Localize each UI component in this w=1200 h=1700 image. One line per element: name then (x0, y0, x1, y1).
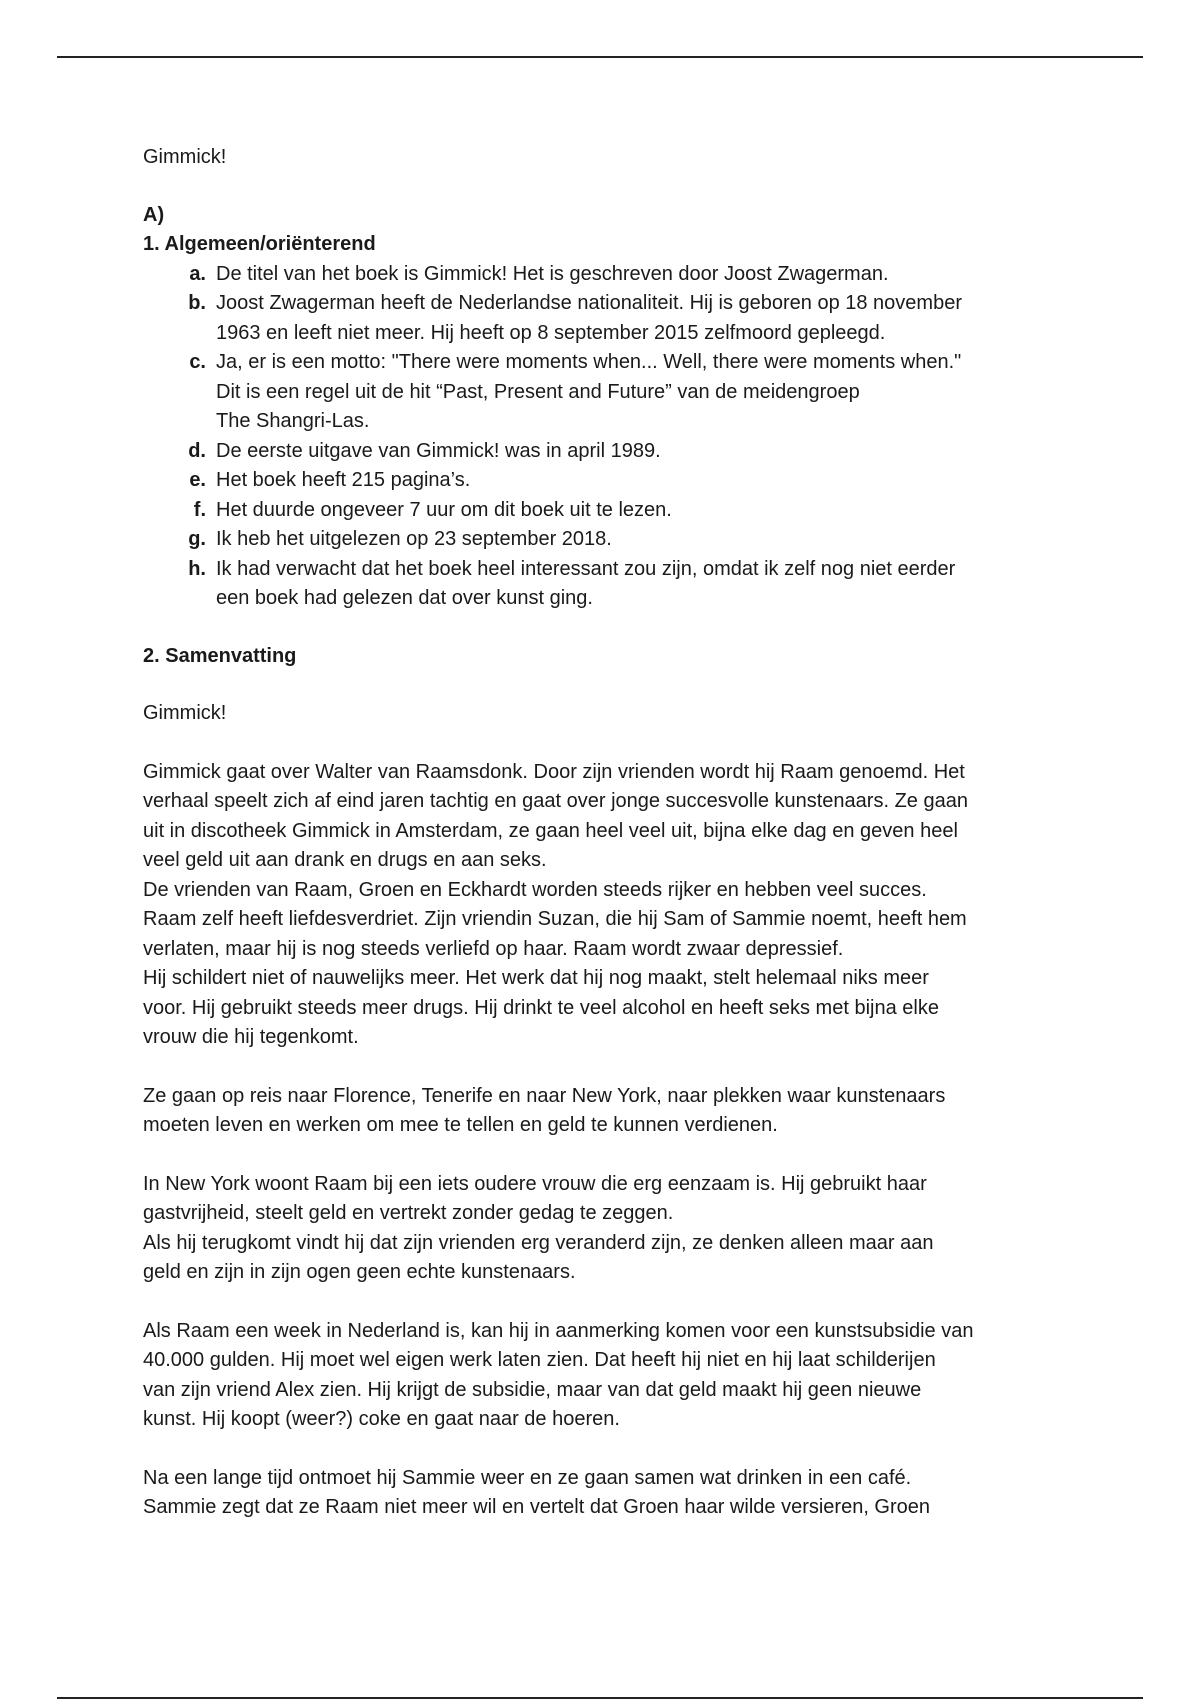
summary-paragraph: Na een lange tijd ontmoet hij Sammie weer en ze gaan samen wat drinken in een café. Sammie zegt dat ze Raam niet meer wil en vertelt dat Groen haar wilde versieren, Groen (143, 1466, 931, 1518)
list-item (143, 437, 1063, 467)
summary-title: Gimmick! (143, 702, 227, 724)
summary-paragraph: Als Raam een week in Nederland is, kan hij in aanmerking komen voor een kunstsubsidie van 40.000 gulden. Hij moet wel eigen werk laten zien. Dat heeft hij niet en hij laat schilderijen van zijn vriend Alex zien. Hij krijgt de subsidie, maar van dat geld maakt hij geen nieuwe kunst. Hij koopt (weer?) coke en gaat naar de hoeren. (143, 1319, 974, 1430)
list-letter: d. (188, 439, 206, 462)
heading-algemeen: 1. Algemeen/oriënterend (143, 233, 376, 255)
list-letter: a. (189, 262, 206, 285)
list-item (143, 525, 1063, 555)
section-a-label: A) (143, 203, 165, 226)
list-item (143, 348, 1063, 437)
summary-paragraph: Ze gaan op reis naar Florence, Tenerife en naar New York, naar plekken waar kunstenaars moeten leven en werken om mee te tellen en geld te kunnen verdienen. (143, 1084, 946, 1136)
list-item (143, 496, 1063, 526)
list-text: Het boek heeft 215 pagina’s. (216, 469, 471, 491)
list-text: Ik heb het uitgelezen op 23 september 2018. (216, 528, 612, 550)
list-item (143, 466, 1063, 496)
list-letter: b. (188, 292, 206, 314)
footer-rule (57, 1697, 1143, 1699)
list-text: Ja, er is een motto: "There were moments when... Well, there were moments when." Dit is een regel uit de hit “Past, Present and Future” van de meidengroep The Shangri-Las. (216, 351, 962, 432)
list-text: Joost Zwagerman heeft de Nederlandse nationaliteit. Hij is geboren op 18 november 1963 en leeft niet meer. Hij heeft op 8 september 2015 zelfmoord gepleegd. (216, 292, 962, 344)
document-body (143, 143, 1063, 1523)
title-line: Gimmick! (143, 146, 227, 168)
orientation-list (143, 260, 1063, 614)
summary-paragraph: In New York woont Raam bij een iets oudere vrouw die erg eenzaam is. Hij gebruikt haar gastvrijheid, steelt geld en vertrekt zonder gedag te zeggen. Als hij terugkomt vindt hij dat zijn vrienden erg veranderd zijn, ze denken alleen maar aan geld en zijn in zijn ogen geen echte kunstenaars. (143, 1172, 934, 1283)
summary-paragraph: Gimmick gaat over Walter van Raamsdonk. Door zijn vrienden wordt hij Raam genoemd. Het verhaal speelt zich af eind jaren tachtig en gaat over jonge succesvolle kunstenaars. Ze gaan uit in discotheek Gimmick in Amsterdam, ze gaan heel veel uit, bijna elke dag en geven heel veel geld uit aan drank en drugs en aan seks. De vrienden van Raam, Groen en Eckhardt worden steeds rijker en hebben veel succes. Raam zelf heeft liefdesverdriet. Zijn vriendin Suzan, die hij Sam of Sammie noemt, heeft hem verlaten, maar hij is nog steeds verliefd op haar. Raam wordt zwaar depressief. Hij schildert niet of nauwelijks meer. Het werk dat hij nog maakt, stelt helemaal niks meer voor. Hij gebruikt steeds meer drugs. Hij drinkt te veel alcohol en heeft seks met bijna elke vrouw die hij tegenkomt. (143, 760, 968, 1048)
list-letter: c. (189, 351, 206, 373)
list-text: De titel van het boek is Gimmick! Het is geschreven door Joost Zwagerman. (216, 262, 889, 285)
list-text: Ik had verwacht dat het boek heel interessant zou zijn, omdat ik zelf nog niet eerder een boek had gelezen dat over kunst ging. (216, 557, 956, 609)
list-item (143, 555, 1063, 614)
heading-samenvatting: 2. Samenvatting (143, 644, 297, 667)
list-letter: f. (193, 498, 206, 521)
list-letter: h. (188, 557, 206, 580)
list-letter: e. (189, 469, 206, 491)
list-text: De eerste uitgave van Gimmick! was in april 1989. (216, 439, 661, 462)
list-letter: g. (188, 528, 206, 550)
list-item (143, 289, 1063, 348)
list-item (143, 260, 1063, 290)
header-rule (57, 56, 1143, 58)
list-text: Het duurde ongeveer 7 uur om dit boek uit te lezen. (216, 498, 672, 521)
